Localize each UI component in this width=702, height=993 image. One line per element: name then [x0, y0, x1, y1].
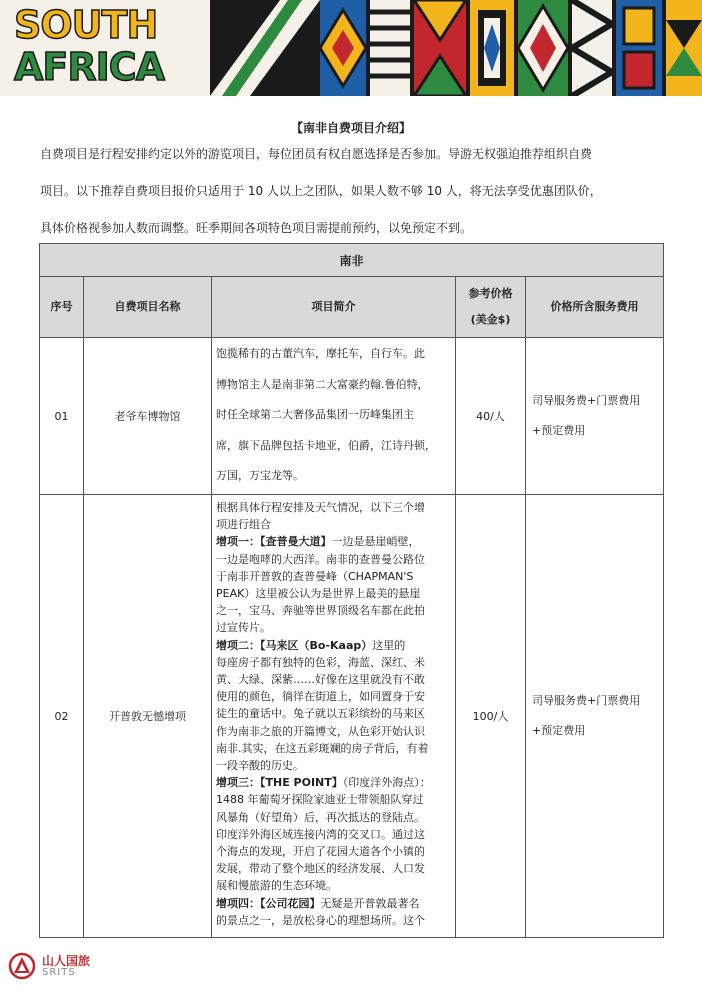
desc-line [216, 551, 451, 568]
region-header: 南非 [40, 244, 664, 277]
desc-text: 无疑是开普敦最著名 [320, 896, 420, 910]
service-line-1: 司导服务费+门票费用 [532, 694, 641, 707]
desc-line [216, 809, 451, 826]
desc-line [216, 654, 451, 671]
header-banner [0, 0, 702, 96]
price-header-line-2: (美金$) [470, 313, 511, 326]
intro-paragraph-2 [40, 184, 670, 198]
row-no: 01 [40, 338, 84, 495]
desc-line [216, 533, 451, 550]
logo-word-africa: AFRICA [14, 45, 165, 89]
desc-item-label: 增项三：【THE POINT】 [216, 776, 343, 790]
desc-text: 每座房子都有独特的色彩，海蓝、深红、米 [216, 655, 425, 669]
intro-line-1: 自费项目是行程安排约定以外的游览项目，每位团员有权自愿选择是否参加。导游无权强迫推荐组织自费 [40, 147, 593, 161]
desc-line: 饱揽稀有的古董汽车，摩托车，自行车。此 [216, 347, 425, 360]
desc-line [216, 843, 451, 860]
row-service [526, 338, 664, 495]
desc-text: 风暴角（好望角）后，再次抵达的登陆点。 [216, 810, 425, 824]
desc-item-label: 增项四：【公司花园】 [216, 896, 321, 910]
company-abbr: SRITS [42, 967, 76, 978]
desc-line [216, 723, 451, 740]
desc-text: 南非.其实，在这五彩斑斓的房子背后，有着 [216, 741, 429, 755]
desc-text: 项进行组合 [216, 518, 271, 532]
desc-line [216, 688, 451, 705]
col-header-no: 序号 [40, 277, 84, 338]
desc-line [216, 602, 451, 619]
desc-line: 万国，万宝龙等。 [216, 469, 304, 482]
desc-line: 时任全球第二大奢侈品集团一历峰集团主 [216, 408, 414, 421]
company-logo-icon [8, 952, 36, 980]
desc-line [216, 860, 451, 877]
ndebele-pattern [210, 0, 702, 96]
intro-line-3: 具体价格视参加人数而调整。旺季期间各项特色项目需提前预约，以免预定不到。 [40, 221, 473, 235]
price-header-line-1: 参考价格 [468, 287, 513, 300]
desc-text: PEAK）这里被公认为是世界上最美的悬崖 [216, 587, 421, 601]
row-name: 开普敦无憾增项 [84, 495, 212, 938]
desc-text: 1488 年葡萄牙探险家迪亚士带领船队穿过 [216, 793, 424, 807]
desc-line [216, 671, 451, 688]
table-row [40, 338, 664, 495]
intro-paragraph-3 [40, 221, 670, 235]
desc-line [216, 774, 451, 791]
desc-line [216, 912, 451, 929]
row-no: 02 [40, 495, 84, 938]
desc-line [216, 757, 451, 774]
footer-brand [8, 950, 118, 984]
desc-line [216, 637, 451, 654]
desc-line [216, 516, 451, 533]
row-desc [212, 495, 456, 938]
desc-text: 黄、大绿、深紫……好像在这里就没有不敢 [216, 673, 425, 687]
service-line-2: +预定费用 [532, 424, 586, 437]
col-header-desc: 项目简介 [212, 277, 456, 338]
desc-text: 发展，带动了整个地区的经济发展、人口发 [216, 862, 425, 876]
desc-text: 的景点之一，是放松身心的理想场所。这个 [216, 913, 425, 927]
col-header-name: 自费项目名称 [84, 277, 212, 338]
table-header-row [40, 277, 664, 338]
desc-line [216, 705, 451, 722]
row-service [526, 495, 664, 938]
desc-text: 印度洋外海区域连接内湾的交叉口。通过这 [216, 827, 425, 841]
desc-text: 展和慢旅游的生态环境。 [216, 879, 337, 893]
desc-text: 于南非开普敦的查普曼峰（CHAPMAN'S [216, 569, 414, 583]
col-header-service: 价格所含服务费用 [526, 277, 664, 338]
row-price: 40/人 [456, 338, 526, 495]
desc-line [216, 585, 451, 602]
desc-line: 席，旗下品牌包括卡地亚，伯爵，江诗丹顿， [216, 438, 436, 452]
service-line-1: 司导服务费+门票费用 [532, 394, 641, 407]
page-title: 【南非自费项目介绍】 [290, 121, 411, 135]
col-header-price [456, 277, 526, 338]
desc-text: 根据具体行程安排及天气情况，以下三个增 [216, 501, 425, 514]
service-line-2: +预定费用 [532, 724, 586, 737]
logo-word-south: SOUTH [14, 3, 158, 47]
desc-text: 个海点的发现，开启了花园大道各个小镇的 [216, 845, 425, 859]
desc-text: 一段辛酸的历史。 [216, 759, 304, 773]
south-africa-logo [14, 4, 224, 92]
desc-item-label: 增项一：【查普曼大道】 [216, 535, 332, 549]
desc-line [216, 895, 451, 912]
desc-text: （印度洋外海点）： [342, 776, 431, 790]
desc-line [216, 568, 451, 585]
desc-text: 一边是咆哮的大西洋。南非的查普曼公路位 [216, 552, 425, 566]
desc-line: 博物馆主人是南非第二大富豪约翰.鲁伯特， [216, 377, 429, 391]
desc-item-label: 增项二：【马来区（Bo-Kaap） [216, 638, 373, 652]
intro-line-2: 项目。以下推荐自费项目报价只适用于 10 人以上之团队，如果人数不够 10 人，将无法享受优惠团队价， [40, 184, 602, 198]
desc-text: 一边是悬崖峭壁， [331, 535, 420, 549]
desc-line [216, 826, 451, 843]
row-name: 老爷车博物馆 [84, 338, 212, 495]
desc-text: 之一，宝马、奔驰等世界顶级名车都在此拍 [216, 604, 425, 618]
row-desc [212, 338, 456, 495]
desc-line [216, 791, 451, 808]
intro-paragraph [40, 147, 670, 161]
desc-line [216, 619, 451, 636]
desc-text: 作为南非之旅的开篇博文，从色彩开始认识 [216, 724, 425, 738]
desc-text: 徒生的童话中。兔子就以五彩缤纷的马来区 [216, 707, 425, 721]
desc-text: 过宣传片。 [216, 621, 271, 635]
table-row [40, 495, 664, 938]
desc-line [216, 740, 451, 757]
company-name: 山人国旅 [42, 954, 91, 968]
desc-text: 这里的 [372, 638, 406, 652]
desc-line [216, 499, 451, 516]
desc-text: 使用的颜色，徜徉在街道上，如同置身于安 [216, 690, 425, 704]
optional-tours-table [39, 243, 664, 938]
desc-line [216, 877, 451, 894]
row-price: 100/人 [456, 495, 526, 938]
